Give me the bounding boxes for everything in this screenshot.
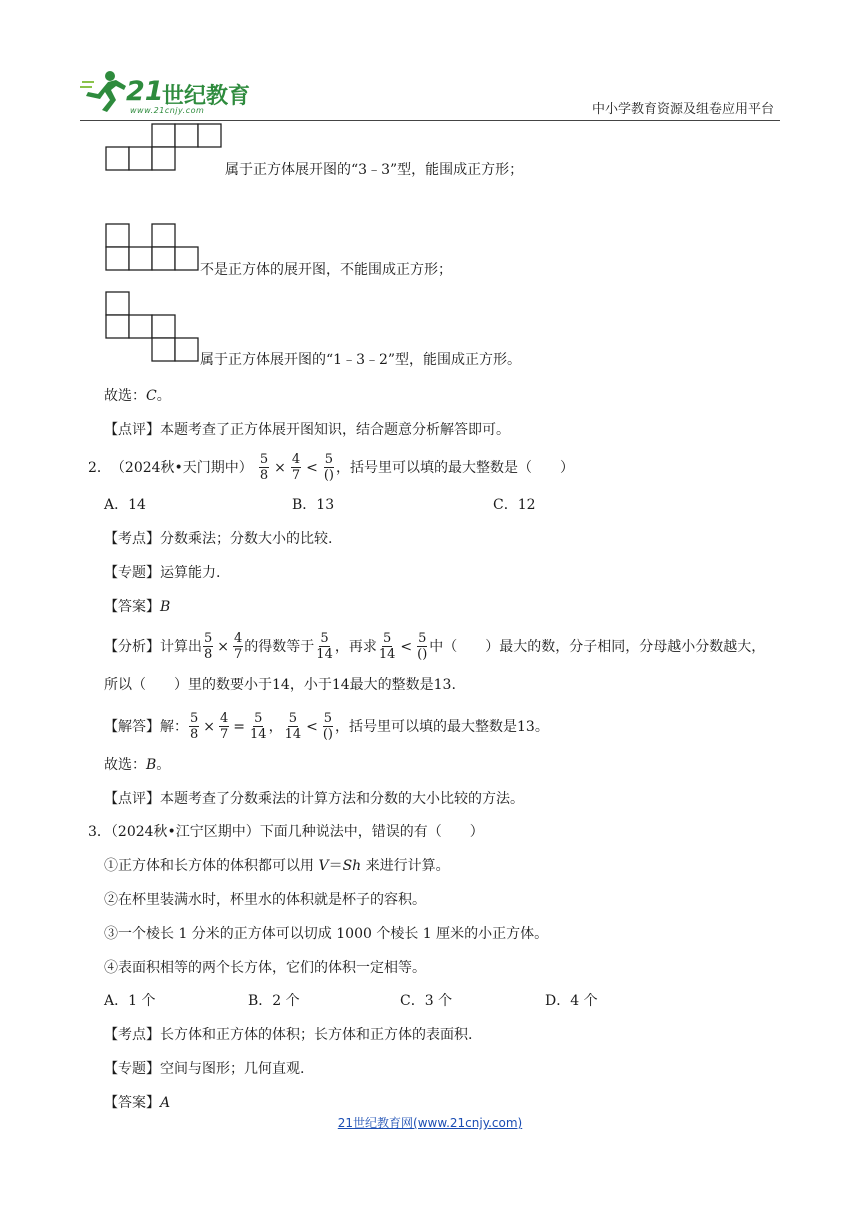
q3-option-b: B．2 个: [248, 993, 300, 1009]
q2-analysis: 【分析】计算出 $\frac{5}{8}$ × $\frac{4}{7}$ 的得数等于 $\frac{5}{14}$ ，再求 $\frac{5}{14}$ < $\frac{5}{()}$ 中（ ）最大的数，分子相同，分母越小分数越大，: [104, 631, 766, 662]
q3-statement-4: ④表面积相等的两个长方体，它们的体积一定相等。: [104, 960, 426, 976]
runner-icon: [80, 68, 128, 114]
q3-zhuanti: 【专题】空间与图形；几何直观.: [104, 1061, 305, 1077]
q2-comment: 【点评】本题考查了分数乘法的计算方法和分数的大小比较的方法。: [104, 791, 524, 807]
q2-solution: 【解答】解： $\frac{5}{8}$ × $\frac{4}{7}$ = $\frac{5}{14}$ ， $\frac{5}{14}$ < $\frac{5}{()}$ ，括号里可以填的最大整数是13。: [104, 711, 549, 742]
net1-caption: 属于正方体展开图的“3﹣3”型，能围成正方形；: [225, 162, 524, 178]
cube-net-invalid: [104, 222, 204, 278]
q2-answer: 【答案】B: [104, 599, 171, 615]
q1-comment: 【点评】本题考查了正方体展开图知识，结合题意分析解答即可。: [104, 422, 510, 438]
site-logo: [80, 68, 260, 118]
fraction-5-8: $\frac{5}{8}$: [259, 452, 269, 483]
q2-analysis-line2: 所以（ ）里的数要小于14，小于14最大的整数是13.: [104, 677, 456, 693]
q2-option-b: B．13: [292, 497, 335, 513]
q3-statement-3: ③一个棱长 1 分米的正方体可以切成 1000 个棱长 1 厘米的小正方体。: [104, 926, 549, 942]
q2-option-c: C．12: [493, 497, 536, 513]
net2-caption: 不是正方体的展开图，不能围成正方形；: [200, 262, 452, 278]
q2-choice: 故选：B。: [104, 757, 171, 773]
header-divider: [80, 120, 780, 121]
footer-link[interactable]: 21世纪教育网(www.21cnjy.com): [337, 1116, 523, 1130]
q3-option-c: C．3 个: [400, 993, 453, 1009]
q2-zhuanti: 【专题】运算能力.: [104, 565, 221, 581]
fraction-4-7: $\frac{4}{7}$: [291, 452, 301, 483]
q3-statement-1: ①正方体和长方体的体积都可以用 V＝Sh 来进行计算。: [104, 858, 450, 874]
brand-number: 21: [126, 76, 164, 107]
platform-name: 中小学教育资源及组卷应用平台: [591, 102, 774, 117]
q2-kaodian: 【考点】分数乘法；分数大小的比较.: [104, 531, 333, 547]
q3-answer: 【答案】A: [104, 1095, 171, 1111]
q3-statement-2: ②在杯里装满水时，杯里水的体积就是杯子的容积。: [104, 892, 426, 908]
brand-url: www.21cnjy.com: [130, 106, 205, 115]
q3-stem: 3．（2024秋•江宁区期中）下面几种说法中，错误的有（ ）: [88, 824, 484, 840]
q2-option-a: A．14: [104, 497, 146, 513]
q3-kaodian: 【考点】长方体和正方体的体积；长方体和正方体的表面积.: [104, 1027, 473, 1043]
q3-option-d: D．4 个: [545, 993, 598, 1009]
net3-caption: 属于正方体展开图的“1﹣3﹣2”型，能围成正方形。: [200, 352, 522, 368]
q1-choice: 故选：C。: [104, 388, 171, 404]
fraction-5-blank: $\frac{5}{()}$: [323, 452, 334, 483]
cube-net-3-3: [104, 122, 224, 176]
brand-name: 世纪教育: [162, 84, 251, 109]
q2-stem: 2． （2024秋•天门期中） $\frac{5}{8}$ × $\frac{4}{7}$ < $\frac{5}{()}$ ，括号里可以填的最大整数是（ ）: [88, 452, 574, 483]
cube-net-1-3-2: [104, 290, 204, 370]
q3-option-a: A．1 个: [104, 993, 156, 1009]
